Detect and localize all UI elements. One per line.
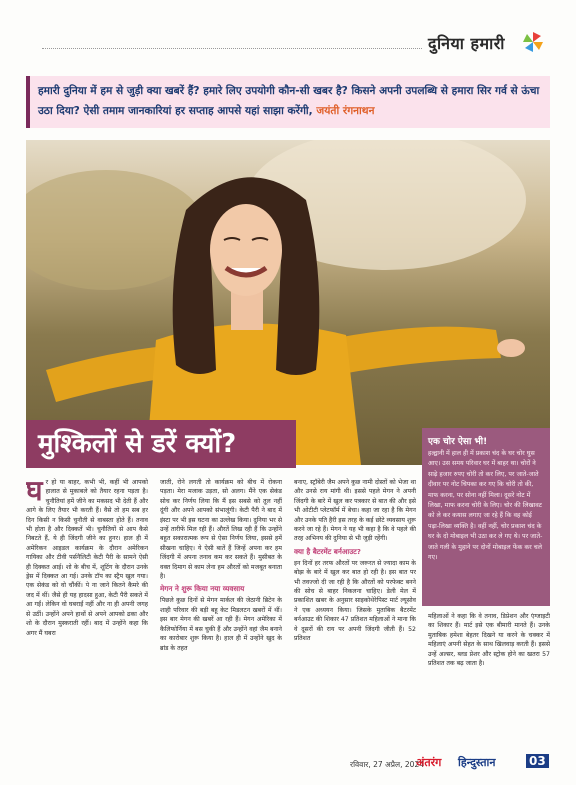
footer-date: रविवार, 27 अप्रैल, 2024	[350, 760, 424, 769]
footer-brand: अंतरंग	[416, 756, 442, 769]
hero-photo	[26, 140, 550, 465]
column-1-text: र हो या बाहर, कभी भी, कहीं भी आपको हालात से मुकाबले को तैयार रहना पड़ता है। चुनौतियां हमें जीने का मकसद भी देती हैं और आगे के लिए तैयार भी करती हैं। वैसे तो हम सब हर दिन किसी न किसी चुनौती से वाबस्ता होते हैं। तनाव भी होता है और दिक्कतें भी। चुनौतियों से आप कैसे निबटते हैं, ये ही जिंदगी जीने का हुनर। हाल ही में अमेरिकन आइडल कार्यक्रम के दौरान अमेरिकन गायिका और टीवी पर्सनैलिटी केटी पैरी के सामने ऐसी ही दिक्कत आई। शो के बीच में, शूटिंग के दौरान उनके ड्रेस में दिक्कत आ गई। उनके टॉप का स्ट्रैप खुल गया। एक सेकंड को वो चौंकीं। पे ना जाने कितने कैमरे की जद में थीं। जैसे ही यह हादसा हुआ, केटी पैरी सकते में आ गईं। लेकिन वो घबराईं नहीं और ना ही अपनी जगह से उठीं। उन्होंने अपने हाथों से अपने आपको ढका और शो के दौरान मुस्कराती रहीं। बाद में उन्होंने कहा कि अगर मैं घबरा	[26, 479, 148, 637]
header-rule	[42, 48, 422, 49]
column-2-subhead: मेगन ने शुरू किया नया व्यवसाय	[160, 584, 245, 594]
pinwheel-icon	[522, 31, 544, 53]
sidebar-body: हल्द्वानी में हाल ही में प्रकाश चंद के घर चोर घुस आए। उस समय परिवार घर में बाहर था। चोरों ने साढ़े हजार रुपए चोरी तो कर लिए, पर जाते-जाते दीवार पर नोट चिपका कर गए कि चोरी तो की, माफ करना, पर सोना नहीं मिला। दूसरे नोट में लिखा, माफ करना चोरी के लिए। चोर की लिखावट को ले कर कयास लगाए जा रहे हैं कि वह कोई पढ़ा-लिखा व्यक्ति है। वहीं नहीं, चोर प्रकाश चंद के घर के दो मोबाइल भी उठा कर ले गए थे। पर जाते-जाते गली के मुहाने पर दोनों मोबाइल फेंक कर चले गए।	[428, 450, 543, 562]
sidebar-title: एक चोर ऐसा भी!	[428, 437, 488, 447]
footer-newspaper: हिन्दुस्तान	[458, 756, 496, 769]
intro-author: जयंती रंगनाथन	[316, 105, 375, 117]
column-4-text: महिलाओं ने कहा कि वे तनाव, डिप्रेशन और एंग्जाइटी का शिकार हैं। मार्ट इसे एक बीमारी मानते हैं। उनके मुताबिक हमेशा बेहतर दिखने या करने के चक्कर में महिलाएं अपनी सेहत के साथ खिलवाड़ करती हैं। इससे उन्हें अल्सर, ब्लड प्रेशर और स्ट्रोक होने का खतरा 57 प्रतिशत तक बढ़ जाता है।	[428, 613, 550, 668]
woman-illustration	[26, 140, 550, 465]
column-2-text: जाती, रोने लगती तो कार्यक्रम को बीच में रोकना पड़ता। मेरा मजाक उड़ता, सो अलग। मैंने एक सेकंड सोच कर निर्णय लिया कि मैं इस सबसे को तूल नहीं दूंगी और अपने आपको संभालूंगी। केटी पैरी ने बाद में इंस्टा पर भी इस घटना का उल्लेख किया। दुनिया भर से उन्हें तारीफें मिल रही हैं। औरतें लिख रही हैं कि उन्होंने बहुत सकारात्मक रूप से ऐसा निर्णय लिया, इससे हमें सीखना चाहिए। ये ऐसी बातें हैं जिन्हें अपना कर हम जिंदगी में अपना तनाव कम कर सकते हैं। मुसीबत के वक्त दिमाग से काम लेना हम औरतों को मजबूत बनाता है।	[160, 479, 282, 581]
sidebar-story	[422, 428, 550, 606]
headline: मुश्किलों से डरें क्यों?	[38, 429, 237, 459]
page-number: 03	[526, 754, 549, 768]
dropcap: घ	[26, 478, 43, 507]
column-2-text-b: पिछले कुछ दिनों से मेगन मार्कल की जेठानी ब्रिटेन के शाही परिवार की बड़ी बहू केट मिडलटन खबरों में थीं। इस बार मेगन की खबरें आ रही हैं। मेगन अमेरिका में कैलिफोर्निया में बस चुकी हैं और उन्होंने वहां जैम बनाने का कारोबार शुरू किया है। हाल ही में उन्होंने खुद के ब्रांड के तहत	[160, 597, 282, 652]
column-3-text-b: इन दिनों हर तरफ औरतों पर जरूरत से ज्यादा काम के बोझ के बारे में खुल कर बात हो रही है। इस बात पर भी तवज्जो दी जा रही है कि औरतों को परफेक्ट बनने की सोच से बाहर निकलना चाहिए। डेली मेल में प्रकाशित खबर के अनुसार साइकोथेरेपिस्ट मार्ट ल्यूसोव ने एक अध्ययन किया। जिसके मुताबिक बैटरमेंट बर्नआउट की शिकार 47 प्रतिशत महिलाओं ने माना कि वे दूसरों की राय पर अपनी जिंदगी जीती हैं। 52 प्रतिशत	[294, 559, 416, 643]
column-3-text: बनाए, स्ट्रॉबेरी जैम अपने कुछ नामी दोस्तों को भेजा था और उनसे राय मांगी थी। इससे पहले मेगन ने अपनी जिंदगी के बारे में खुल कर पत्रकार से बात की और इसे भी ओटीटी प्लेटफॉर्म में बेचा। कहा जा रहा है कि मेगन और उनके पति हैरी इस तरह के कई छोटे व्यवसाय शुरू करने जा रहे हैं। मेगन ने यह भी कहा है कि वे पहले की तरह अभिनय की दुनिया से भी जुड़ी रहेंगी।	[294, 479, 416, 543]
section-title: दुनिया हमारी	[428, 34, 505, 53]
column-2	[160, 478, 282, 744]
column-3	[294, 478, 416, 744]
column-3-subhead: क्या है बैटरमेंट बर्नआउट?	[294, 546, 361, 556]
intro-band	[26, 76, 550, 128]
intro-text: हमारी दुनिया में हम से जुड़ी क्या खबरें हैं? हमारे लिए उपयोगी कौन-सी खबर है? किसने अपनी उपलब्धि से हमारा सिर गर्व से ऊंचा उठा दिया? ऐसी तमाम जानकारियां हर सप्ताह आपसे यहां साझा करेंगी,	[38, 85, 540, 117]
column-4	[428, 612, 550, 744]
column-1	[26, 478, 148, 744]
